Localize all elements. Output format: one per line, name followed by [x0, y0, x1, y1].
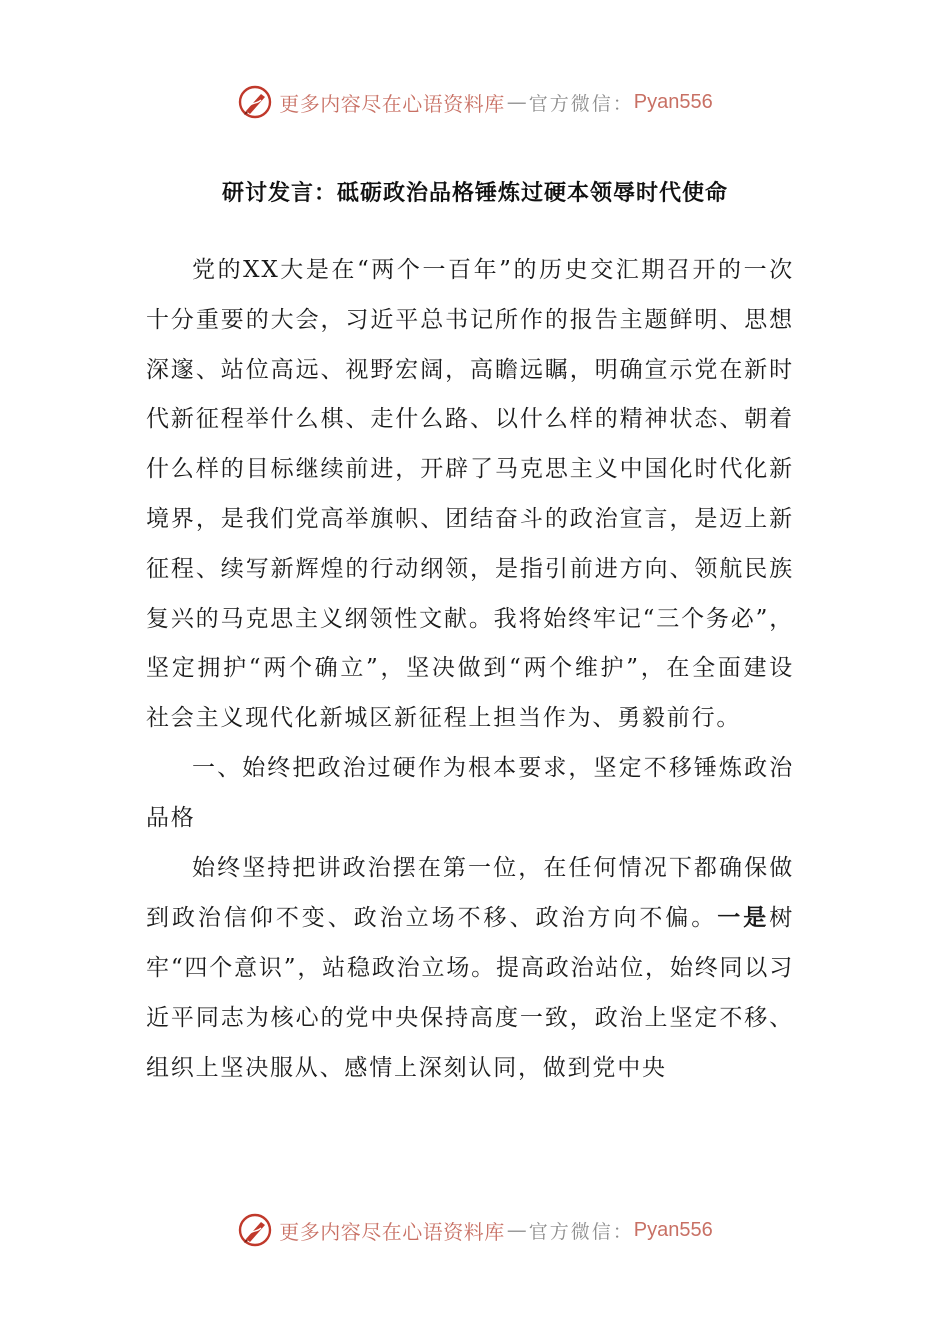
- paragraph-intro: 党的XX大是在“两个一百年”的历史交汇期召开的一次十分重要的大会，习近平总书记所作的报告主题鲜明、思想深邃、站位高远、视野宏阔，高瞻远瞩，明确宣示党在新时代新征程举什么棋、走什么路、以什么样的精神状态、朝着什么样的目标继续前进，开辟了马克思主义中国化时代化新境界，是我们党高举旗帜、团结奋斗的政治宣言，是迈上新征程、续写新辉煌的行动纲领，是指引前进方向、领航民族复兴的马克思主义纲领性文献。我将始终牢记“三个务必”，坚定拥护“两个确立”，坚决做到“两个维护”，在全面建设社会主义现代化新城区新征程上担当作为、勇毅前行。: [146, 257, 794, 732]
- document-title: 研讨发言：砥砺政治品格锤炼过硬本领辱时代使命: [221, 180, 728, 206]
- paragraph-text-rest: 树牢“四个意识”，站稳政治立场。提高政治站位，始终同以习近平同志为核心的党中央保持高度一致，政治上坚定不移、组织上坚决服从、感情上深刻认同，做到党中央: [146, 905, 794, 1081]
- pen-logo-icon: [237, 1212, 273, 1248]
- watermark-account: Pyan556: [633, 1218, 713, 1241]
- watermark-banner-bottom: [0, 1208, 950, 1252]
- paragraph-text-start: 始终坚持把讲政治摆在第一位，在任何情况下都确保做到政治信仰不变、政治立场不移、政治方向不偏。: [146, 854, 794, 932]
- paragraph-bold-marker: 一是: [717, 904, 770, 932]
- watermark-dash: —: [506, 1218, 527, 1242]
- watermark-dash: —: [506, 90, 527, 114]
- watermark-side-text: 官方微信：: [528, 1220, 634, 1243]
- watermark-banner-top: [0, 80, 950, 124]
- document-body: [146, 246, 794, 1094]
- watermark-account: Pyan556: [633, 90, 713, 113]
- watermark-side-text: 官方微信：: [528, 92, 634, 115]
- watermark-main-text: 更多内容尽在心语资料库: [279, 1219, 505, 1244]
- watermark-main-text: 更多内容尽在心语资料库: [279, 91, 505, 116]
- paragraph-section-1: [146, 844, 794, 1094]
- section-heading-1: 一、始终把政治过硬作为根本要求，坚定不移锤炼政治品格: [146, 754, 794, 831]
- pen-logo-icon: [237, 84, 273, 120]
